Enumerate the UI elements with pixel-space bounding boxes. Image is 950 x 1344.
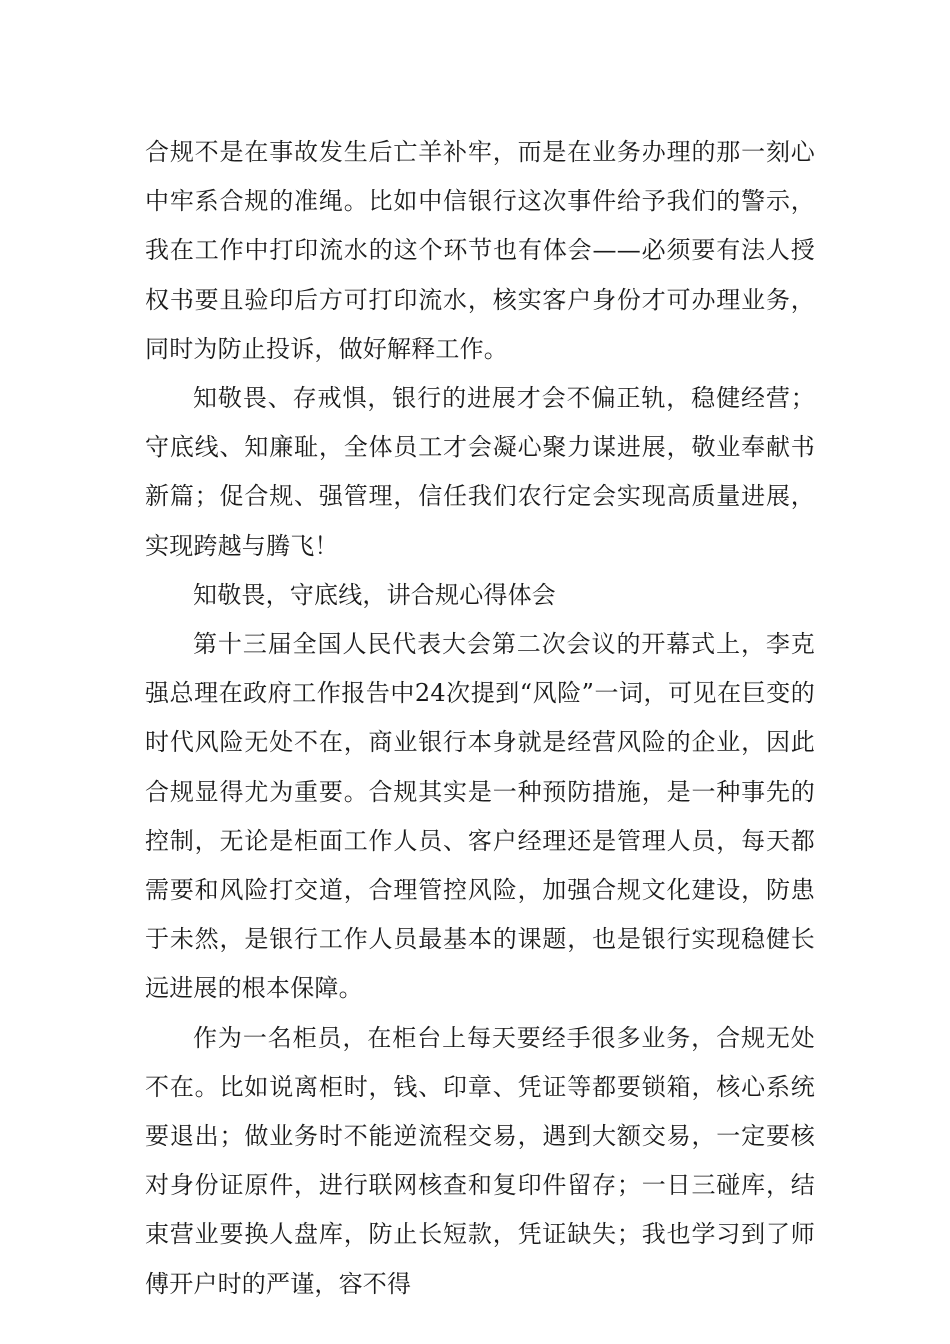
paragraph-continuation: 合规不是在事故发生后亡羊补牢，而是在业务办理的那一刻心中牢系合规的准绳。比如中信银行这次事件给予我们的警示，我在工作中打印流水的这个环节也有体会——必须要有法人授权书要且验印后方可打印流水，核实客户身份才可办理业务，同时为防止投诉，做好解释工作。 bbox=[145, 138, 815, 363]
paragraph-risk: 第十三届全国人民代表大会第二次会议的开幕式上，李克强总理在政府工作报告中24次提到“风险”一词，可见在巨变的时代风险无处不在，商业银行本身就是经营风险的企业，因此合规显得尤为重要。合规其实是一种预防措施，是一种事先的控制，无论是柜面工作人员、客户经理还是管理人员，每天都需要和风险打交道，合理管控风险，加强合规文化建设，防患于未然，是银行工作人员最基本的课题，也是银行实现稳健长远进展的根本保障。 bbox=[145, 630, 815, 1003]
paragraph-teller: 作为一名柜员，在柜台上每天要经手很多业务，合规无处不在。比如说离柜时，钱、印章、凭证等都要锁箱，核心系统要退出；做业务时不能逆流程交易，遇到大额交易，一定要核对身份证原件，进行联网核查和复印件留存；一日三碰库，结束营业要换人盘库，防止长短款，凭证缺失；我也学习到了师傅开户时的严谨，容不得 bbox=[145, 1023, 815, 1298]
document-body bbox=[145, 128, 815, 1309]
paragraph-summary: 知敬畏、存戒惧，银行的进展才会不偏正轨，稳健经营；守底线、知廉耻，全体员工才会凝心聚力谋进展，敬业奉献书新篇；促合规、强管理，信任我们农行定会实现高质量进展，实现跨越与腾飞！ bbox=[145, 384, 815, 560]
section-heading: 知敬畏，守底线，讲合规心得体会 bbox=[193, 580, 556, 609]
